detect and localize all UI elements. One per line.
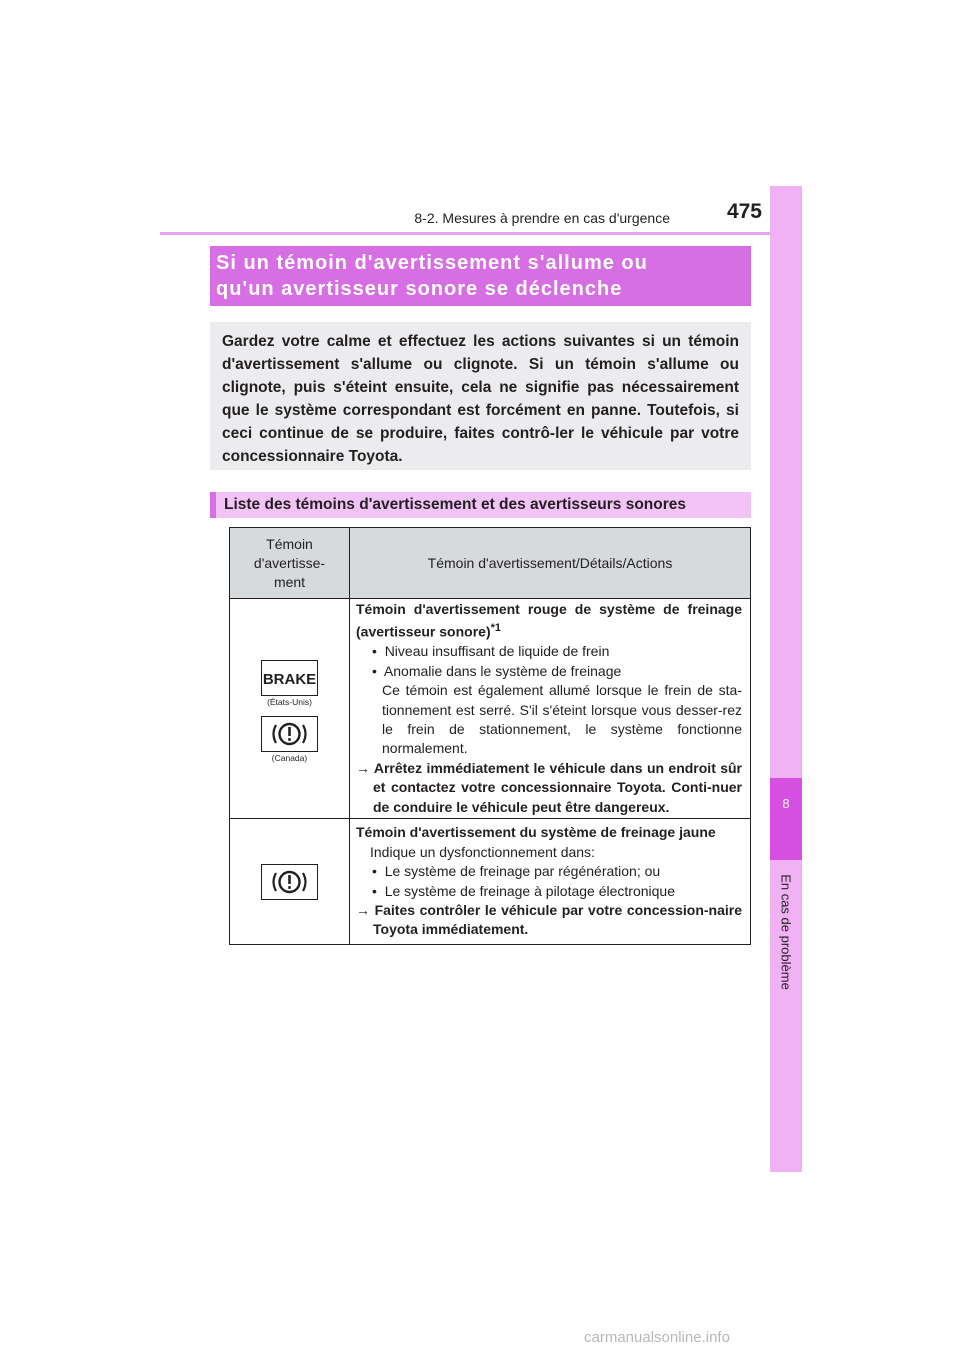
icon-caption-canada: (Canada) xyxy=(271,753,308,763)
list-item xyxy=(356,642,742,661)
warning-lead: Indique un dysfonctionnement dans: xyxy=(370,843,595,860)
warning-title-text: Témoin d'avertissement rouge de système de freinage (avertisseur sonore) xyxy=(356,600,742,640)
warning-title: Témoin d'avertissement du système de freinage jaune xyxy=(356,824,716,841)
table-header-col2: Témoin d'avertissement/Détails/Actions xyxy=(350,528,751,599)
list-item xyxy=(356,862,742,881)
footnote-mark: *1 xyxy=(490,622,502,635)
icon-cell xyxy=(230,599,350,819)
warning-title xyxy=(356,600,742,642)
brake-circle-exclamation-icon xyxy=(261,716,318,752)
chapter-side-tab xyxy=(770,186,802,1172)
table-header-col1: Témoin d'avertisse-ment xyxy=(230,528,350,599)
footer-watermark: carmanualsonline.info xyxy=(584,1329,730,1346)
bullet-icon: • xyxy=(372,662,377,679)
bullet-text: Le système de freinage à pilotage électronique xyxy=(384,882,675,899)
bullet-icon: • xyxy=(372,863,377,880)
chapter-number: 8 xyxy=(782,796,790,811)
warning-lights-table xyxy=(229,527,751,945)
bullet-text: Le système de freinage par régénération; ou xyxy=(384,863,661,880)
bullet-text: Niveau insuffisant de liquide de frein xyxy=(384,643,610,660)
chapter-number-box xyxy=(770,778,802,860)
bullet-icon: • xyxy=(372,882,377,899)
details-cell xyxy=(350,599,751,819)
page-title xyxy=(216,250,746,302)
warning-action xyxy=(356,759,742,817)
chapter-title: En cas de problème xyxy=(778,874,794,990)
header-rule xyxy=(160,232,802,235)
list-item xyxy=(356,662,742,681)
subtitle: Liste des témoins d'avertissement et des avertisseurs sonores xyxy=(224,496,686,513)
arrow-icon: → xyxy=(356,759,370,776)
icon-caption-usa: (États-Unis) xyxy=(267,697,312,707)
arrow-icon: → xyxy=(356,901,370,918)
warning-note: Ce témoin est également allumé lorsque le frein de sta-tionnement est serré. S'il s'éteint lorsque vous desser-rez le frein de stationnement, le système fonctionne normalement. xyxy=(382,682,742,757)
action-text: Faites contrôler le véhicule par votre concession-naire Toyota immédiatement. xyxy=(373,901,743,938)
brake-warning-icon xyxy=(261,660,318,696)
bullet-icon: • xyxy=(372,643,377,660)
page-title-line2: qu'un avertisseur sonore se déclenche xyxy=(216,278,623,300)
table-row xyxy=(230,819,751,945)
section-heading: 8-2. Mesures à prendre en cas d'urgence xyxy=(414,210,670,226)
brake-system-warning-icon xyxy=(261,864,318,900)
table-row xyxy=(230,599,751,819)
action-text: Arrêtez immédiatement le véhicule dans un endroit sûr et contactez votre concessionnaire Toyota. Conti-nuer de conduire le véhicule peut être dangereux. xyxy=(373,759,742,815)
brake-label: BRAKE xyxy=(262,671,317,688)
list-item xyxy=(356,882,742,901)
warning-action xyxy=(356,901,742,940)
page-number: 475 xyxy=(726,200,762,223)
bullet-text: Anomalie dans le système de freinage xyxy=(383,662,622,679)
intro-text: Gardez votre calme et effectuez les actions suivantes si un témoin d'avertissement s'allume ou clignote. Si un témoin s'allume ou clignote, puis s'éteint ensuite, cela ne signifie pas nécessairement que le système correspondant est forcément en panne. Toutefois, si ceci continue de se produire, faites contrô-ler le véhicule par votre concessionnaire Toyota. xyxy=(222,333,739,465)
page-title-line1: Si un témoin d'avertissement s'allume ou xyxy=(216,252,648,274)
table-header-row xyxy=(230,528,751,599)
subtitle-accent-bar xyxy=(210,492,216,518)
details-cell xyxy=(350,819,751,945)
icon-cell xyxy=(230,819,350,945)
